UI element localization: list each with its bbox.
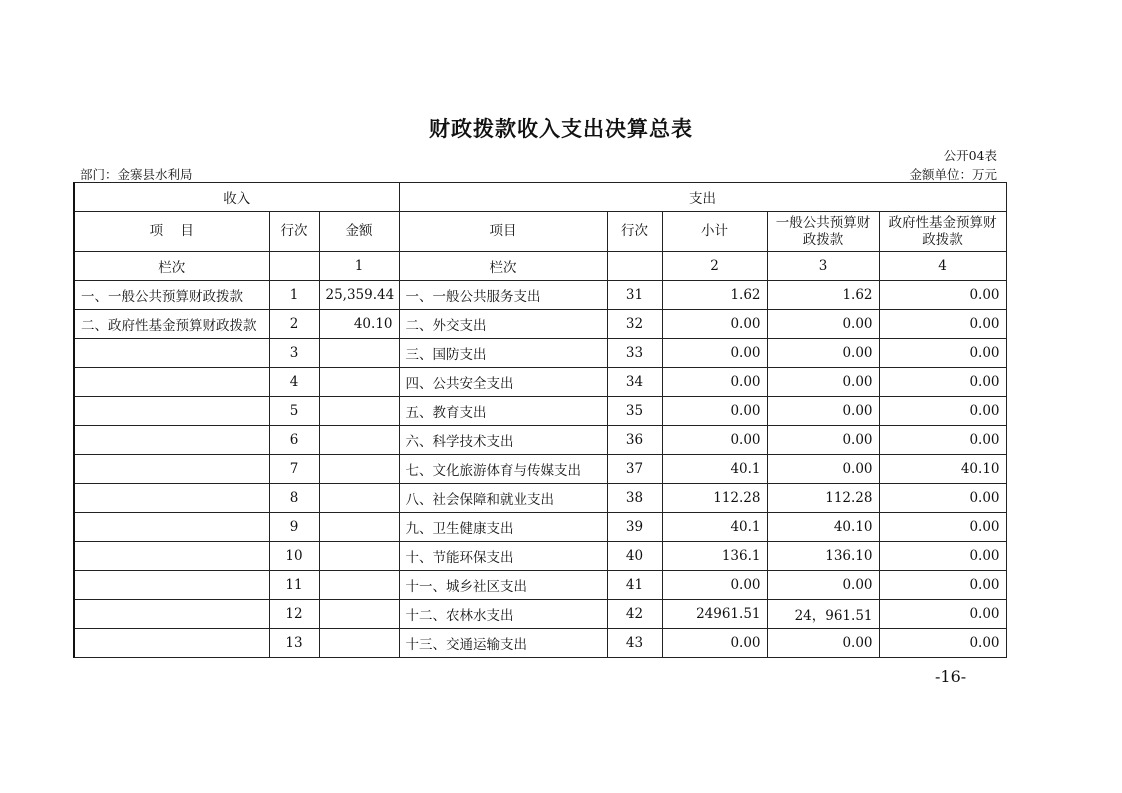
table-row [74,281,1006,310]
gov-fund-amount: 0.00 [879,426,1006,455]
general-budget-amount: 24，961.51 [767,600,879,629]
gov-fund-amount: 0.00 [879,397,1006,426]
table-row [74,339,1006,368]
page-number: -16- [935,667,967,686]
header-row-section [74,183,1006,212]
general-budget-amount: 0.00 [767,339,879,368]
income-row-no: 3 [269,339,319,368]
income-item [74,368,269,397]
income-row-no: 4 [269,368,319,397]
col-4-label: 4 [879,252,1006,281]
general-budget-amount: 112.28 [767,484,879,513]
income-row-no: 2 [269,310,319,339]
expense-item: 七、文化旅游体育与传媒支出 [399,455,607,484]
table-row [74,397,1006,426]
expense-item-header: 项目 [399,212,607,252]
table-row [74,513,1006,542]
income-amount [319,484,399,513]
income-amount [319,455,399,484]
income-row-no: 7 [269,455,319,484]
table-row [74,426,1006,455]
table-row [74,629,1006,658]
table-row [74,600,1006,629]
gov-fund-amount: 0.00 [879,629,1006,658]
gov-fund-amount: 40.10 [879,455,1006,484]
income-item [74,629,269,658]
income-item [74,397,269,426]
income-row-no: 13 [269,629,319,658]
expense-item: 十二、农林水支出 [399,600,607,629]
expense-subtotal: 0.00 [662,339,767,368]
income-amount [319,629,399,658]
income-item: 一、一般公共预算财政拨款 [74,281,269,310]
income-amount [319,513,399,542]
expense-subtotal: 0.00 [662,368,767,397]
exp-col-label: 栏次 [399,252,607,281]
general-budget-amount: 136.10 [767,542,879,571]
expense-row-no: 41 [607,571,662,600]
expense-item: 三、国防支出 [399,339,607,368]
expense-row-no: 38 [607,484,662,513]
gov-fund-amount: 0.00 [879,600,1006,629]
income-header: 收入 [74,183,399,212]
table-body [74,281,1006,658]
expense-item: 五、教育支出 [399,397,607,426]
general-budget-amount: 0.00 [767,629,879,658]
expense-item: 六、科学技术支出 [399,426,607,455]
income-row-no: 8 [269,484,319,513]
col-label: 栏次 [74,252,269,281]
expense-subtotal: 0.00 [662,629,767,658]
expense-item: 一、一般公共服务支出 [399,281,607,310]
expense-item: 四、公共安全支出 [399,368,607,397]
income-item [74,571,269,600]
expense-subtotal: 0.00 [662,571,767,600]
expense-header: 支出 [399,183,1006,212]
expense-item: 八、社会保障和就业支出 [399,484,607,513]
general-budget-amount: 40.10 [767,513,879,542]
col-2-label: 2 [662,252,767,281]
expense-row-no: 34 [607,368,662,397]
expense-subtotal: 112.28 [662,484,767,513]
subtotal-header: 小计 [662,212,767,252]
expense-row-no: 31 [607,281,662,310]
general-budget-amount: 1.62 [767,281,879,310]
expense-row-no: 35 [607,397,662,426]
income-amount [319,542,399,571]
gov-fund-amount: 0.00 [879,339,1006,368]
income-item [74,600,269,629]
table-row [74,310,1006,339]
table-row [74,571,1006,600]
page-title: 财政拨款收入支出决算总表 [429,117,693,141]
expense-item: 十一、城乡社区支出 [399,571,607,600]
gov-fund-amount: 0.00 [879,368,1006,397]
income-row-no: 12 [269,600,319,629]
general-budget-amount: 0.00 [767,368,879,397]
col-1-label: 1 [319,252,399,281]
income-item [74,339,269,368]
expense-row-no: 33 [607,339,662,368]
gov-fund-amount: 0.00 [879,310,1006,339]
col-3-label: 3 [767,252,879,281]
income-row-no: 11 [269,571,319,600]
expense-subtotal: 1.62 [662,281,767,310]
expense-item: 九、卫生健康支出 [399,513,607,542]
income-amount [319,426,399,455]
general-budget-amount: 0.00 [767,571,879,600]
expense-row-no: 36 [607,426,662,455]
income-row-no: 6 [269,426,319,455]
income-row-no-header: 行次 [269,212,319,252]
general-budget-amount: 0.00 [767,310,879,339]
expense-row-no: 32 [607,310,662,339]
expense-subtotal: 136.1 [662,542,767,571]
table-row [74,368,1006,397]
gov-fund-amount: 0.00 [879,513,1006,542]
income-amount: 25,359.44 [319,281,399,310]
table-row [74,455,1006,484]
department-label: 部门：金寨县水利局 [80,167,193,182]
income-item [74,542,269,571]
income-amount-header: 金额 [319,212,399,252]
expense-row-no: 37 [607,455,662,484]
unit-label: 金额单位：万元 [909,167,997,182]
expense-subtotal: 40.1 [662,455,767,484]
general-budget-amount: 0.00 [767,455,879,484]
expense-subtotal: 40.1 [662,513,767,542]
form-number: 公开04表 [943,148,997,163]
income-amount [319,600,399,629]
income-row-no: 5 [269,397,319,426]
expense-row-no: 43 [607,629,662,658]
gov-fund-amount: 0.00 [879,281,1006,310]
expense-row-no: 39 [607,513,662,542]
income-item [74,484,269,513]
income-amount [319,368,399,397]
income-amount [319,339,399,368]
income-item [74,455,269,484]
header-row-col-index [74,252,1006,281]
income-item: 二、政府性基金预算财政拨款 [74,310,269,339]
expense-row-no-header: 行次 [607,212,662,252]
table-row [74,484,1006,513]
income-item [74,513,269,542]
expense-subtotal: 0.00 [662,310,767,339]
income-amount [319,397,399,426]
expense-subtotal: 24961.51 [662,600,767,629]
general-budget-amount: 0.00 [767,426,879,455]
expense-item: 二、外交支出 [399,310,607,339]
expense-subtotal: 0.00 [662,426,767,455]
gov-fund-amount: 0.00 [879,484,1006,513]
gov-fund-header: 政府性基金预算财政拨款 [879,212,1006,252]
header-row-columns [74,212,1006,252]
income-row-no: 10 [269,542,319,571]
income-amount [319,571,399,600]
income-row-no: 9 [269,513,319,542]
gov-fund-amount: 0.00 [879,571,1006,600]
general-budget-amount: 0.00 [767,397,879,426]
expense-row-no: 40 [607,542,662,571]
gov-fund-amount: 0.00 [879,542,1006,571]
income-item [74,426,269,455]
expense-subtotal: 0.00 [662,397,767,426]
income-row-no: 1 [269,281,319,310]
income-item-header: 项 目 [74,212,269,252]
expense-item: 十、节能环保支出 [399,542,607,571]
table-row [74,542,1006,571]
general-budget-header: 一般公共预算财政拨款 [767,212,879,252]
income-amount: 40.10 [319,310,399,339]
expense-item: 十三、交通运输支出 [399,629,607,658]
budget-table [73,182,1007,658]
expense-row-no: 42 [607,600,662,629]
